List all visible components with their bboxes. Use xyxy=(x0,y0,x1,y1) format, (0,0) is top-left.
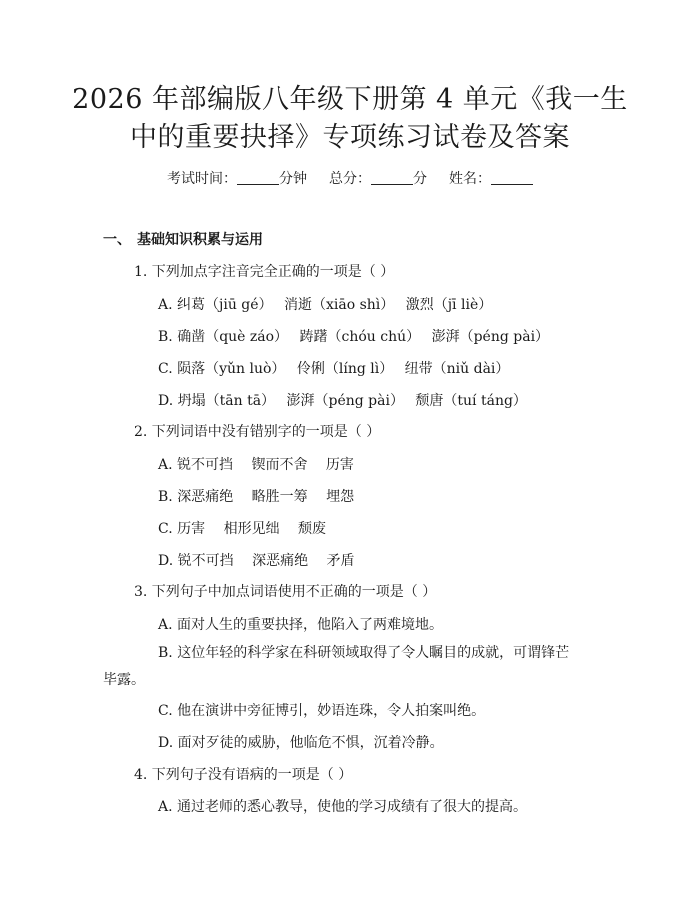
question-stem: 1. 下列加点字注音完全正确的一项是（ ） xyxy=(134,264,395,280)
question-option: D. 面对歹徒的威胁，他临危不惧，沉着冷静。 xyxy=(158,735,444,751)
question-option: C. 历害 相形见绌 颓废 xyxy=(158,521,327,537)
score-blank xyxy=(371,170,413,185)
question-option: B. 确凿（què záo） 踌躇（chóu chú） 澎湃（péng pài） xyxy=(158,329,550,345)
question-option: C. 陨落（yǔn luò） 伶俐（líng lì） 纽带（niǔ dài） xyxy=(158,361,510,377)
question-stem: 4. 下列句子没有语病的一项是（ ） xyxy=(134,767,353,783)
question-stem: 3. 下列句子中加点词语使用不正确的一项是（ ） xyxy=(134,584,437,600)
question-option: B. 这位年轻的科学家在科研领域取得了令人瞩目的成就，可谓锋芒毕露。 xyxy=(103,645,570,688)
section-number: 一、 xyxy=(103,232,131,248)
question-option: A. 面对人生的重要抉择，他陷入了两难境地。 xyxy=(158,617,444,633)
page-title-line-2: 中的重要抉择》专项练习试卷及答案 xyxy=(130,122,570,153)
question-stem: 2. 下列词语中没有错别字的一项是（ ） xyxy=(134,424,381,440)
time-unit: 分钟 xyxy=(279,171,307,187)
question-option: C. 他在演讲中旁征博引，妙语连珠，令人拍案叫绝。 xyxy=(158,703,486,719)
score-unit: 分 xyxy=(413,171,427,187)
question-option: B. 深恶痛绝 略胜一筹 埋怨 xyxy=(158,489,355,505)
section-heading xyxy=(103,229,263,249)
question-option: A. 锐不可挡 锲而不舍 历害 xyxy=(158,457,354,473)
question-option: A. 纠葛（jiū gé） 消逝（xiāo shì） 激烈（jī liè） xyxy=(158,297,493,313)
score-label: 总分： xyxy=(329,171,371,187)
page-title-line-1: 2026 年部编版八年级下册第 4 单元《我一生 xyxy=(72,84,628,115)
question-option: D. 坍塌（tān tā） 澎湃（péng pài） 颓唐（tuí táng） xyxy=(158,393,527,409)
exam-meta xyxy=(0,168,700,188)
section-title: 基础知识积累与运用 xyxy=(137,232,263,248)
name-label: 姓名： xyxy=(449,171,491,187)
question-option: D. 锐不可挡 深恶痛绝 矛盾 xyxy=(158,553,355,569)
question-option: A. 通过老师的悉心教导，使他的学习成绩有了很大的提高。 xyxy=(158,799,528,815)
time-label: 考试时间： xyxy=(167,171,237,187)
name-blank xyxy=(491,170,533,185)
time-blank xyxy=(237,170,279,185)
